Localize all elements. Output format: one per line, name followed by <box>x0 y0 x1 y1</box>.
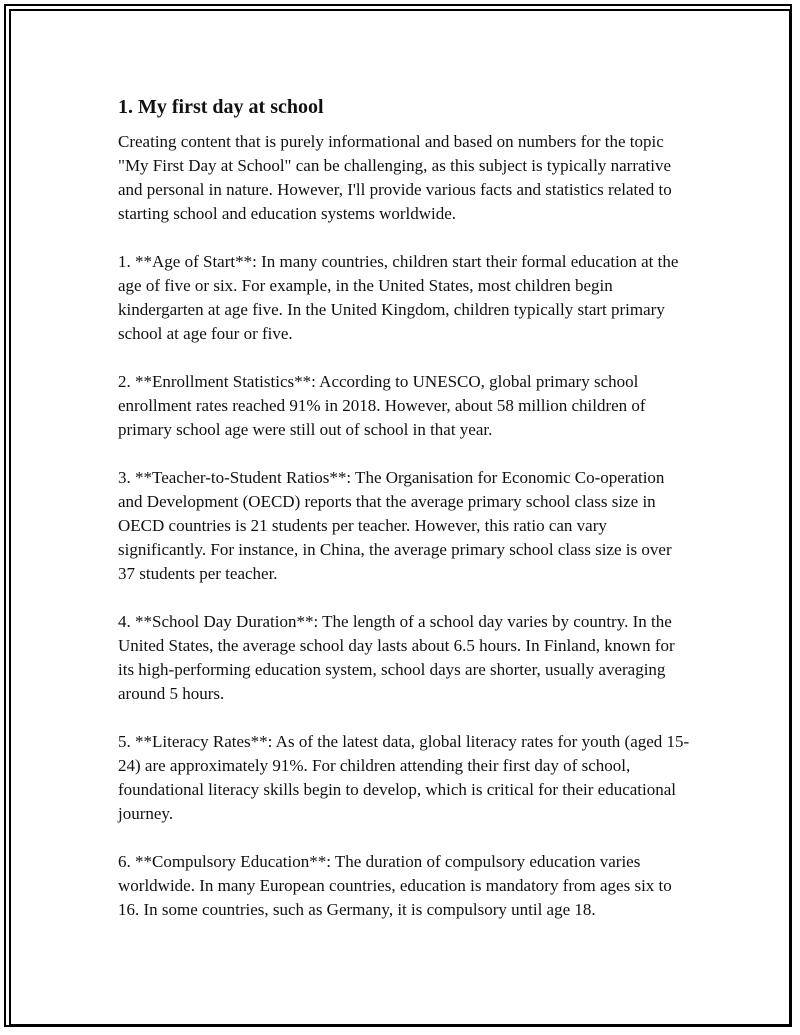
fact-age-of-start: 1. **Age of Start**: In many countries, children start their formal education at the age of five or six. For example, in the United States, most children begin kindergarten at age five. In the United Kingdom, children typically start primary school at age four or five. <box>118 252 679 343</box>
fact-enrollment-statistics: 2. **Enrollment Statistics**: According to UNESCO, global primary school enrollment rates reached 91% in 2018. However, about 58 million children of primary school age were still out of school in that year. <box>118 372 646 439</box>
fact-literacy-rates: 5. **Literacy Rates**: As of the latest data, global literacy rates for youth (aged 15-24) are approximately 91%. For children attending their first day of school, foundational literacy skills begin to develop, which is critical for their educational journey. <box>118 732 690 823</box>
fact-school-day-duration: 4. **School Day Duration**: The length of a school day varies by country. In the United States, the average school day lasts about 6.5 hours. In Finland, known for its high-performing education system, school days are shorter, usually averaging around 5 hours. <box>118 612 675 703</box>
fact-teacher-student-ratios: 3. **Teacher-to-Student Ratios**: The Organisation for Economic Co-operation and Development (OECD) reports that the average primary school class size in OECD countries is 21 students per teacher. However, this ratio can vary significantly. For instance, in China, the average primary school class size is over 37 students per teacher. <box>118 468 672 583</box>
document-body <box>118 94 690 946</box>
intro-paragraph: Creating content that is purely informational and based on numbers for the topic "My First Day at School" can be challenging, as this subject is typically narrative and personal in nature. However, I'll provide various facts and statistics related to starting school and education systems worldwide. <box>118 132 672 223</box>
document-title: 1. My first day at school <box>118 96 324 118</box>
fact-compulsory-education: 6. **Compulsory Education**: The duration of compulsory education varies worldwide. In many European countries, education is mandatory from ages six to 16. In some countries, such as Germany, it is compulsory until age 18. <box>118 852 672 919</box>
